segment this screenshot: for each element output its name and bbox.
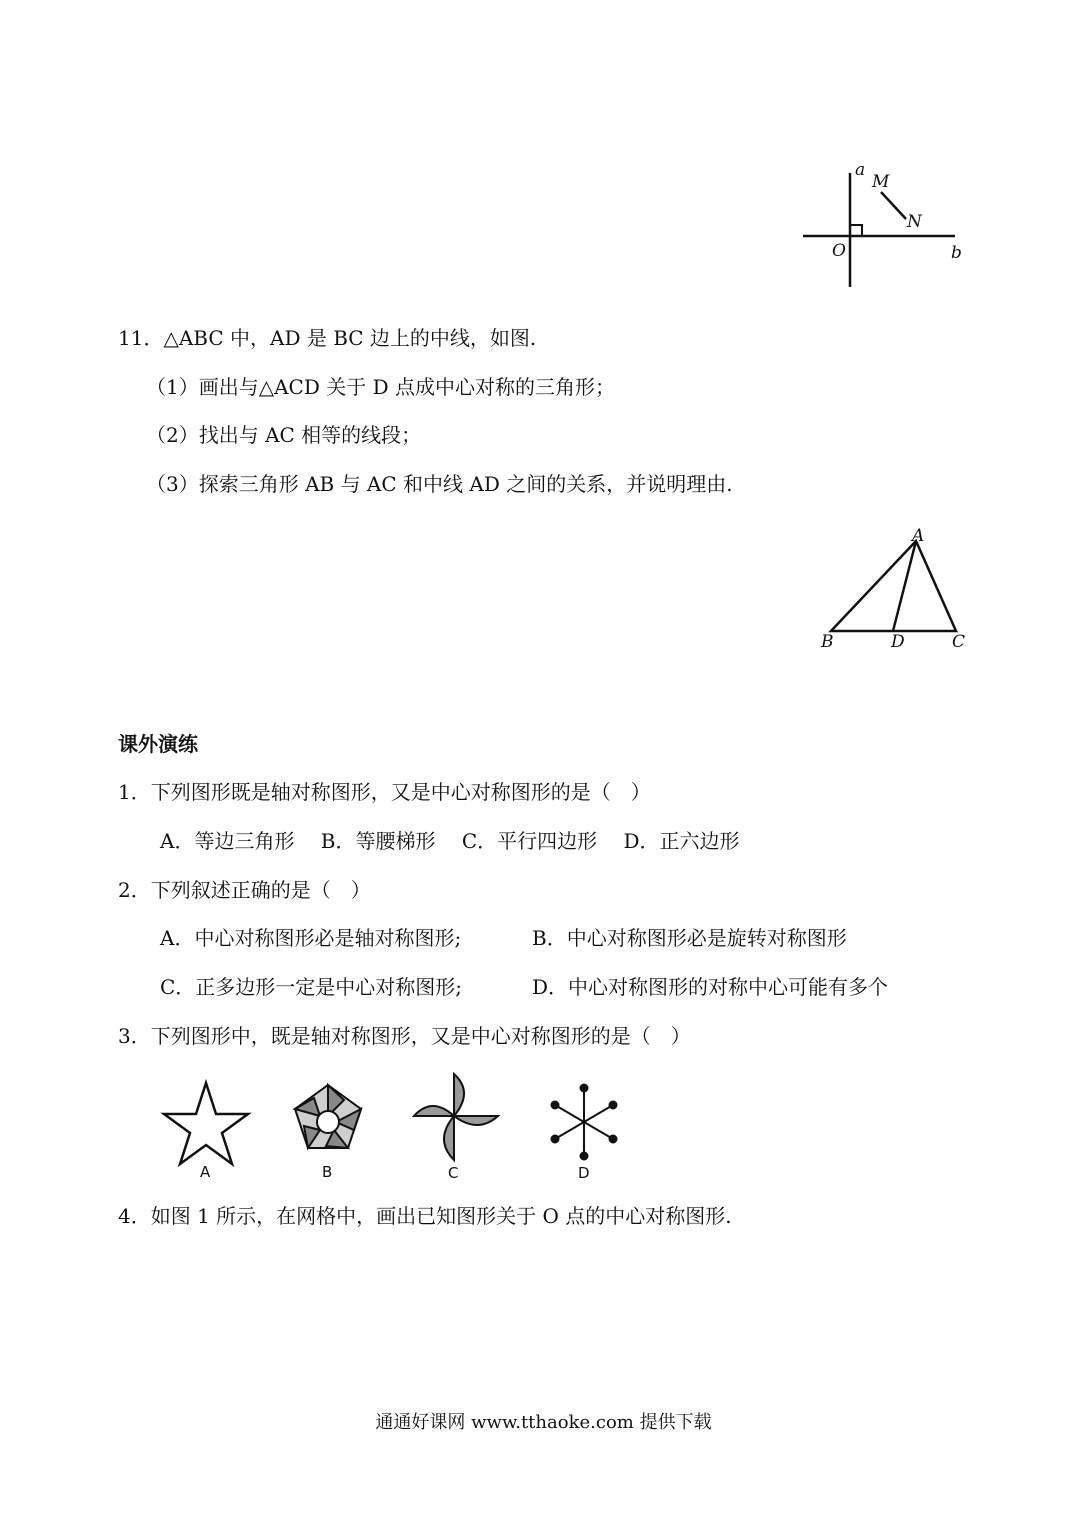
pinwheel-shape (414, 1074, 498, 1160)
dot-top (581, 1085, 588, 1092)
q11-stem: 11．△ABC 中，AD 是 BC 边上的中线，如图. (118, 326, 537, 350)
label-vertex-c: C (952, 632, 966, 652)
ex1-options: A．等边三角形 B．等腰梯形 C．平行四边形 D．正六边形 (160, 829, 740, 853)
triangle-figure (815, 525, 985, 655)
ex2-option-c: C．正多边形一定是中心对称图形; (160, 975, 463, 999)
perpendicular-lines-figure (795, 155, 995, 295)
dot-lower-left (552, 1136, 559, 1143)
ex2-option-d: D．中心对称图形的对称中心可能有多个 (532, 975, 889, 999)
dot-lower-right (610, 1136, 617, 1143)
ex2-option-b: B．中心对称图形必是旋转对称图形 (532, 926, 847, 950)
label-vertex-d: D (891, 632, 905, 652)
page-footer: 通通好课网 www.tthaoke.com 提供下载 (375, 1412, 712, 1433)
dot-bottom (581, 1153, 588, 1160)
label-n: N (907, 212, 922, 232)
label-a: a (855, 160, 866, 180)
q11-part1: （1）画出与△ACD 关于 D 点成中心对称的三角形； (146, 375, 615, 399)
label-vertex-a: A (912, 526, 925, 546)
center-circle (317, 1111, 339, 1133)
dot-upper-right (610, 1102, 617, 1109)
star-shape (164, 1083, 248, 1164)
label-m: M (872, 172, 890, 192)
q11-part3: （3）探索三角形 AB 与 AC 和中线 AD 之间的关系，并说明理由. (146, 472, 733, 496)
right-angle-mark (850, 225, 862, 236)
option-b-label: B (322, 1163, 333, 1181)
label-o: O (832, 241, 846, 261)
option-a-label: A (200, 1163, 211, 1181)
pinwheel-blade-top (454, 1074, 464, 1116)
ex4-stem: 4．如图 1 所示，在网格中，画出已知图形关于 O 点的中心对称图形. (118, 1204, 732, 1228)
ex3-stem: 3．下列图形中，既是轴对称图形，又是中心对称图形的是（ ） (118, 1024, 691, 1048)
six-arm-shape (552, 1085, 617, 1160)
ex1-stem: 1．下列图形既是轴对称图形，又是中心对称图形的是（ ） (118, 780, 651, 804)
section-title: 课外演练 (118, 732, 198, 756)
option-b-figure (280, 1080, 380, 1190)
ex2-option-a: A．中心对称图形必是轴对称图形; (160, 926, 462, 950)
q11-part2: （2）找出与 AC 相等的线段； (146, 423, 422, 447)
pentagon-pattern (295, 1085, 361, 1148)
segment-mn (881, 192, 906, 219)
option-d-label: D (578, 1164, 590, 1182)
option-c-figure (410, 1070, 510, 1180)
pinwheel-blade-bottom (444, 1116, 454, 1160)
option-d-figure (540, 1080, 640, 1190)
triangle-abc (831, 541, 956, 631)
triangle-lines (831, 541, 956, 631)
label-b: b (951, 243, 962, 263)
option-c-label: C (448, 1164, 459, 1182)
pinwheel-blade-right (454, 1116, 498, 1125)
pinwheel-blade-left (414, 1106, 454, 1116)
label-vertex-b: B (821, 632, 834, 652)
ex2-stem: 2．下列叙述正确的是（ ） (118, 878, 371, 902)
option-a-figure (160, 1080, 260, 1190)
dot-upper-left (552, 1102, 559, 1109)
